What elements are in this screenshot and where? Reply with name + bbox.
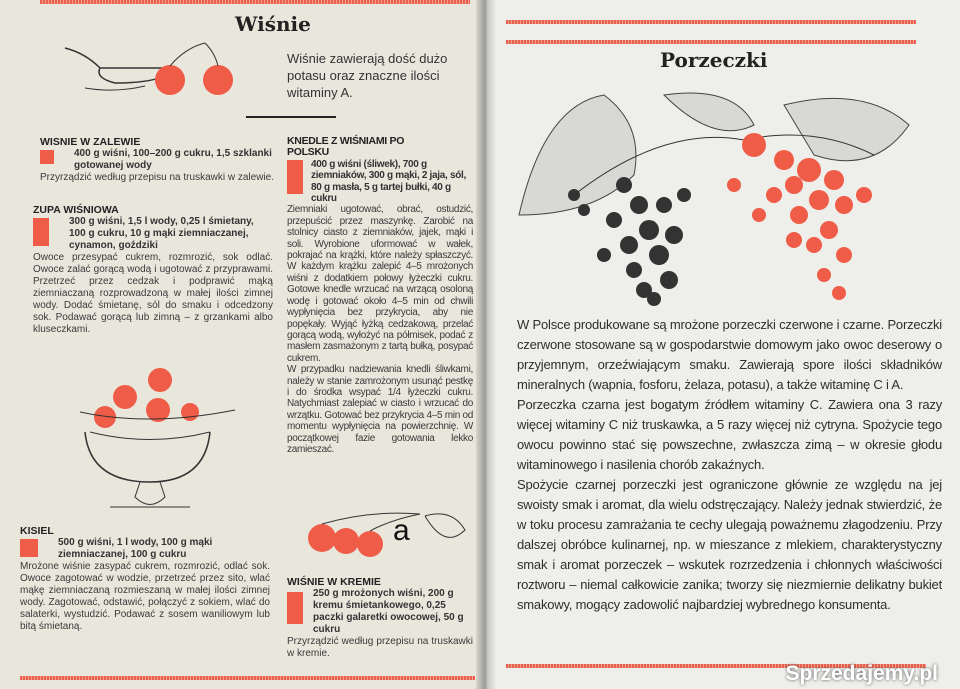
paragraph: Porzeczka czarna jest bogatym źródłem witaminy C. Zawiera ona 3 razy więcej witaminy C niż truskawka, a 5 razy więcej niż cytryna. Spożycie tego owocu powinno stać się powszechne, zwłaszcza zimą – w okresie głodu witaminowego i nasilenia chorób zakaźnych.	[517, 397, 942, 472]
page-title: Porzeczki	[660, 48, 768, 72]
recipe-title: ZUPA WIŚNIOWA	[33, 204, 119, 216]
recipe-wisnie-w-zalewie	[40, 136, 275, 184]
recipe-method-note: W przypadku nadziewania knedli śliwkami, należy w stanie zamrożonym usunąć pestkę i do środka wsypać 1/4 łyżeczki cukru. Natychmiast zalepiać w ciasto i wrzucać do wrzątku. Gotować bez przykrycia 4–5 min od momentu wypłynięcia na powierzchnię. W początkowej fazie gotowania lekko zamieszać.	[287, 364, 473, 455]
currants-illustration	[514, 85, 914, 310]
decorative-stripe	[40, 0, 470, 4]
recipe-marker	[287, 160, 303, 194]
article-body	[517, 315, 942, 615]
recipe-method: Mrożone wiśnie zasypać cukrem, rozmrozić, odlać sok. Owoce zagotować w wodzie, przetrzeć przez sito, wlać mąkę ziemniaczaną rozmieszaną w małej ilości zimnej wody. Zagotować, odstawić, połączyć z sokiem, wlać do salaterki, wystudzić. Podawać z sosem waniliowym lub bitą śmietaną.	[20, 561, 270, 632]
recipe-marker	[20, 539, 38, 557]
recipe-method: Ziemniaki ugotować, obrać, ostudzić, przepuścić przez maszynkę. Zarobić na stolnicy ciasto z ziemniaków, jajek, mąki i soli. Wyrobione uformować w wałek, pokrajać na krążki, które należy spłaszczyć. W każdym krążku zalepić 4–5 mrożonych wiśni z dodatkiem połowy łyżeczki cukru. Gotowe knedle wrzucać na wrzącą osoloną wodę i gotować około 4–5 min od chwili wypłynięcia bez przykrycia, aby nie popękały. Wyjąć łyżką cedzakową, przelać gorącą wodą, wyłożyć na półmisek, podać z masłem zasmażonym z tartą bułką, posypać cukrem.	[287, 204, 473, 364]
recipe-title: WISNIE W ZALEWIE	[40, 136, 141, 148]
recipe-marker	[40, 150, 54, 164]
recipe-title: KISIEL	[20, 525, 54, 537]
recipe-marker	[33, 218, 49, 246]
intro-text: Wiśnie zawierają dość dużo potasu oraz znaczne ilości witaminy A.	[287, 51, 448, 100]
recipe-kisiel	[20, 525, 270, 633]
cherries-cup-illustration	[60, 362, 240, 517]
recipe-method: Przyrządzić według przepisu na truskawki w kremie.	[287, 636, 473, 659]
recipe-ingredients: 300 g wiśni, 1,5 l wody, 0,25 l śmietany, 100 g cukru, 10 g mąki ziemniaczanej, cynamon, goździki	[69, 216, 254, 251]
cherries-leaf-illustration	[300, 508, 470, 558]
recipe-title: WIŚNIE W KREMIE	[287, 576, 381, 588]
recipe-ingredients: 400 g wiśni, 100–200 g cukru, 1,5 szklanki gotowanej wody	[74, 148, 272, 171]
illustration-letter: a	[393, 514, 410, 547]
recipe-method: Owoce przesypać cukrem, rozmrozić, sok odlać. Owoce zalać gorącą wodą i ugotować z przyprawami. Przetrzeć przez cedzak i podprawić mąką ziemniaczaną rozprowadzoną w małej ilości zimnej wody. Dodać śmietanę, sól do smaku i odcedzony sok. Podawać gorącą lub zimną – z grzankami albo kluseczkami.	[33, 252, 273, 335]
paragraph: Spożycie czarnej porzeczki jest ograniczone głównie ze względu na jej swoisty smak i aromat, dla wielu odstręczający. Należy jednak stwierdzić, że w toku procesu zamrażania te cechy ulegają poważnemu złagodzeniu. Przy dalszej obróbce kulinarnej, np. w mieszance z mlekiem, charakterystyczny smak i aromat porzeczek – wskutek rozrzedzenia i chłonnych właściwości roztworu – niemal całkowicie zanika; tworzy się niezmiernie delikatny bukiet smakowy, mogący zadowolić najbardziej wybrednego konsumenta.	[517, 477, 942, 612]
right-page	[484, 0, 960, 689]
recipe-method: Przyrządzić według przepisu na truskawki w zalewie.	[40, 172, 274, 183]
recipe-ingredients: 250 g mrożonych wiśni, 200 g kremu śmietankowego, 0,25 paczki galaretki owocowej, 50 g cukru	[313, 588, 464, 635]
recipe-ingredients: 500 g wiśni, 1 l wody, 100 g mąki ziemniaczanej, 100 g cukru	[58, 537, 213, 560]
recipe-zupa-wisniowa	[33, 204, 273, 336]
paragraph: W Polsce produkowane są mrożone porzeczki czerwone i czarne. Porzeczki czerwone stosowane są w gospodarstwie domowym jako owoc deserowy o przyjemnym, orzeźwiającym smaku. Zawierają spore ilości składników mineralnych (wapnia, fosforu, żelaza, potasu), a także witaminę C i A.	[517, 317, 942, 392]
decorative-stripe	[20, 676, 475, 680]
recipe-title: KNEDLE Z WIŚNIAMI PO POLSKU	[287, 135, 405, 159]
book-gutter	[476, 0, 496, 689]
recipe-wisnie-w-kremie	[287, 576, 473, 660]
decorative-stripe	[506, 40, 916, 44]
recipe-marker	[287, 592, 303, 624]
decorative-stripe	[506, 20, 916, 24]
recipe-ingredients: 400 g wiśni (śliwek), 700 g ziemniaków, 300 g mąki, 2 jaja, sól, 80 g masła, 5 g tartej bułki, 40 g cukru	[311, 158, 467, 205]
cherries-bowl-illustration	[55, 38, 255, 98]
recipe-knedle	[287, 136, 473, 455]
divider	[246, 116, 336, 118]
page-title: Wiśnie	[235, 12, 311, 36]
watermark-logo: Sprzedajemy.pl	[785, 662, 938, 685]
